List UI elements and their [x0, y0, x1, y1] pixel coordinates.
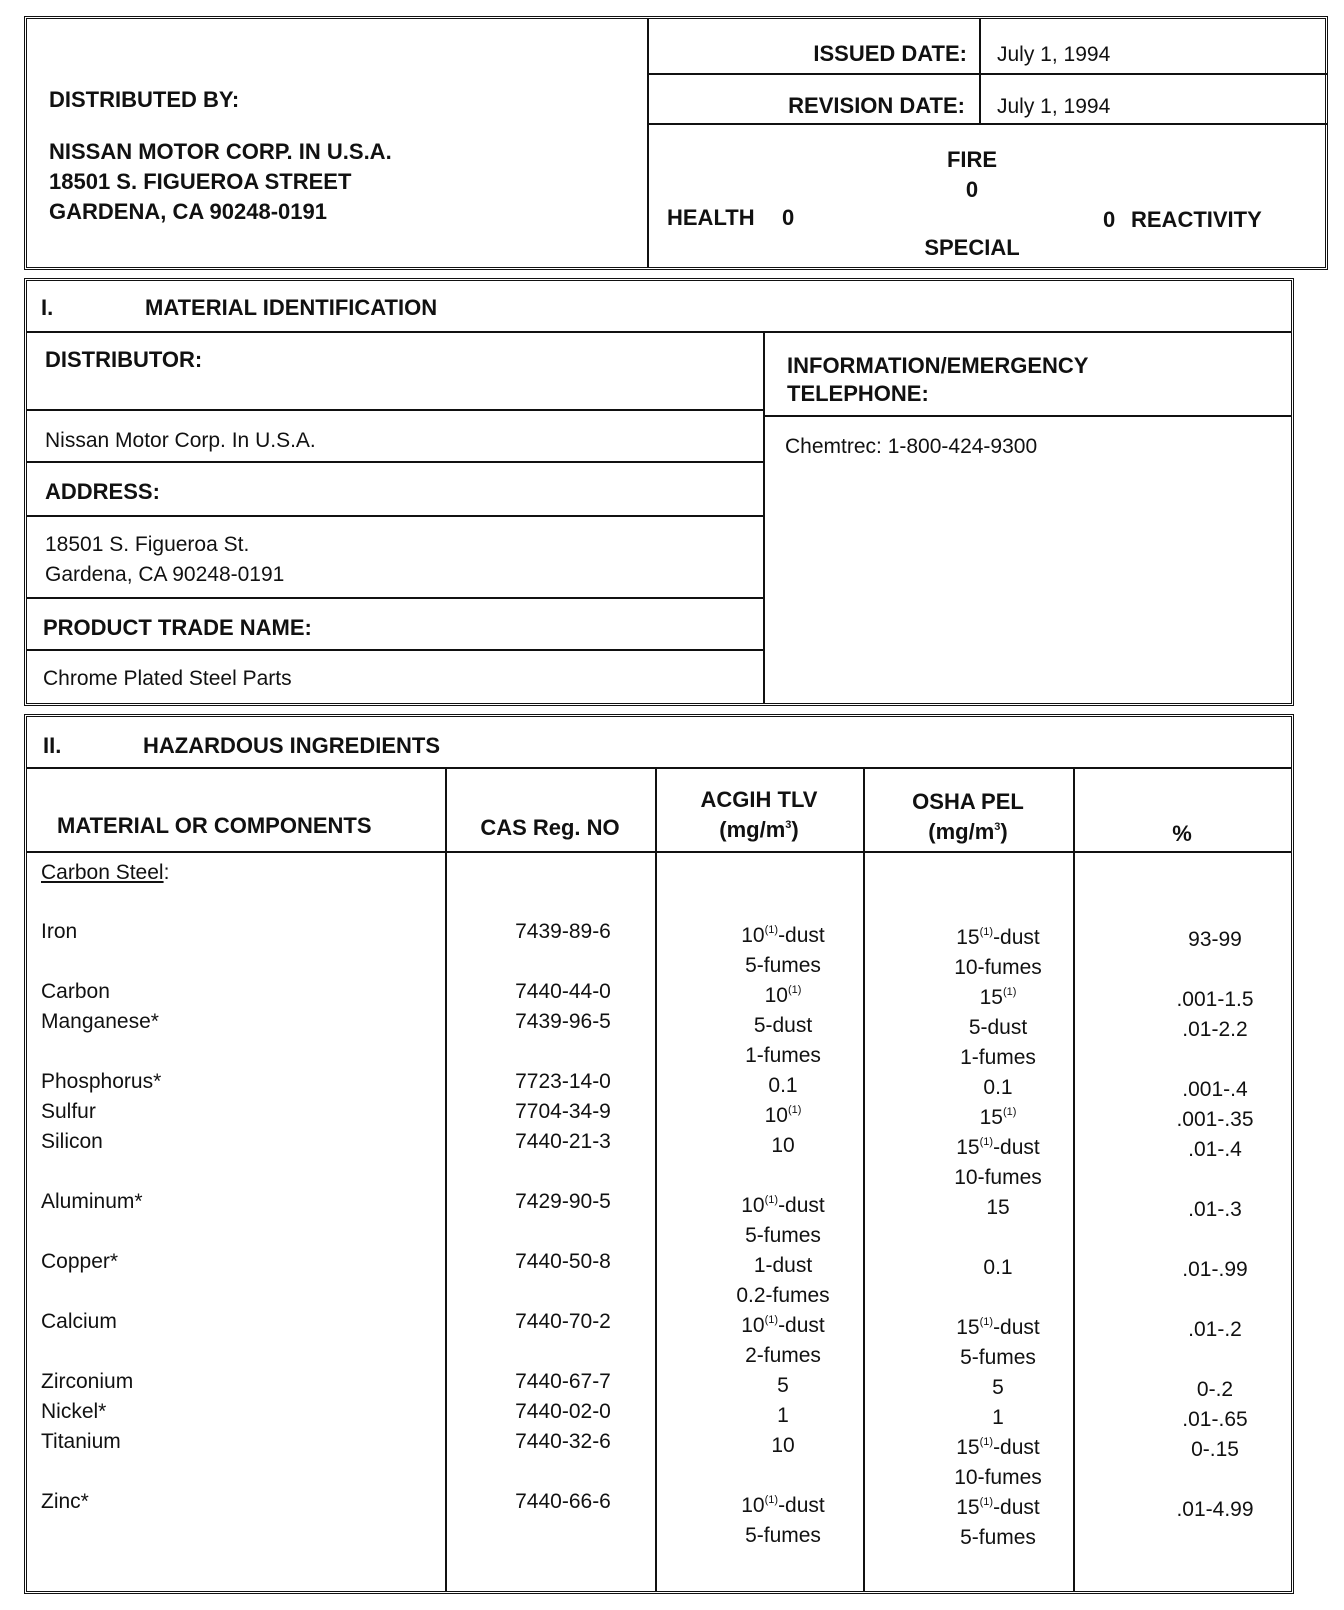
header-box — [24, 16, 1328, 270]
distributor-label: DISTRIBUTOR: — [45, 347, 203, 372]
section2-number: II. — [43, 733, 62, 758]
ingredient-osha-pel: 0.1 — [983, 1256, 1013, 1279]
section1-title: MATERIAL IDENTIFICATION — [145, 295, 438, 320]
ingredient-name: Silicon — [41, 1130, 103, 1153]
issued-date-label: ISSUED DATE: — [813, 41, 967, 66]
distributor-line-2: 18501 S. FIGUEROA STREET — [49, 169, 352, 194]
ingredient-osha-pel: 0.1 — [983, 1076, 1013, 1099]
ingredient-cas: 7704-34-9 — [515, 1100, 611, 1123]
ingredient-percent: .01-.4 — [1188, 1138, 1242, 1161]
special-label: SPECIAL — [924, 235, 1020, 260]
fire-value: 0 — [965, 177, 979, 202]
ingredient-percent: 0-.2 — [1196, 1378, 1234, 1401]
col-header-acgih-unit: $(mg/m^3)$ — [719, 817, 799, 842]
ingredient-acgih-tlv: 10$^{(1)}$-dust 5-fumes — [741, 1494, 825, 1547]
ingredient-cas: 7440-44-0 — [515, 980, 611, 1003]
section-material-identification — [24, 278, 1294, 706]
ingredient-percent: .01-2.2 — [1182, 1018, 1248, 1041]
distributor-line-3: GARDENA, CA 90248-0191 — [49, 199, 327, 224]
health-label: HEALTH — [667, 205, 755, 230]
revision-date-value: July 1, 1994 — [997, 95, 1111, 118]
ingredient-acgih-tlv: 1-dust 0.2-fumes — [736, 1254, 830, 1307]
ingredient-cas: 7440-67-7 — [515, 1370, 611, 1393]
ingredient-percent: 93-99 — [1188, 928, 1242, 951]
revision-date-label: REVISION DATE: — [788, 93, 965, 118]
ingredient-acgih-tlv: 1 — [777, 1404, 789, 1427]
ingredient-osha-pel: 15$^{(1)}$-dust 5-fumes — [956, 1496, 1040, 1549]
section-hazardous-ingredients — [24, 714, 1294, 1594]
ingredient-name: Copper* — [41, 1250, 119, 1273]
ingredient-osha-pel: 1 — [992, 1406, 1004, 1429]
reactivity-label: REACTIVITY — [1131, 207, 1262, 232]
ingredient-percent: .001-.4 — [1182, 1078, 1248, 1101]
section1-rule-d — [27, 597, 763, 599]
ingredient-name: Calcium — [41, 1310, 117, 1333]
ingredient-acgih-tlv: 10$^{(1)}$-dust 5-fumes — [741, 924, 825, 977]
emergency-phone-value: Chemtrec: 1-800-424-9300 — [785, 435, 1038, 458]
distributed-by-label: DISTRIBUTED BY: — [49, 87, 240, 112]
section1-rule-e — [27, 649, 763, 651]
col-divider-3 — [863, 767, 865, 1591]
section2-title: HAZARDOUS INGREDIENTS — [143, 733, 441, 758]
ingredient-osha-pel: 15 — [986, 1196, 1010, 1219]
col-header-osha: OSHA PEL — [912, 789, 1024, 814]
ingredient-percent: .01-.99 — [1182, 1258, 1248, 1281]
ingredient-name: Zirconium — [41, 1370, 134, 1393]
ingredient-osha-pel: 15$^{(1)}$-dust 5-fumes — [956, 1316, 1040, 1369]
ingredient-percent: .01-.3 — [1188, 1198, 1242, 1221]
issued-date-value: July 1, 1994 — [997, 43, 1111, 66]
ingredient-name: Nickel* — [41, 1400, 107, 1423]
ingredient-osha-pel: 15$^{(1)}$-dust 10-fumes — [954, 926, 1042, 979]
health-value: 0 — [782, 205, 795, 230]
col-header-material: MATERIAL OR COMPONENTS — [57, 813, 372, 838]
header-rule-2 — [647, 123, 1327, 125]
section2-title-rule — [27, 767, 1291, 769]
ingredient-name: Aluminum* — [41, 1190, 143, 1213]
ingredient-osha-pel: 15$^{(1)}$-dust 10-fumes — [954, 1136, 1042, 1189]
ingredient-acgih-tlv: 10$^{(1)}$ — [764, 984, 802, 1007]
ingredient-cas: 7429-90-5 — [515, 1190, 611, 1213]
date-divider-1 — [979, 19, 981, 73]
ingredient-acgih-tlv: 5-dust 1-fumes — [745, 1014, 821, 1067]
ingredient-acgih-tlv: 10 — [771, 1134, 795, 1157]
ingredient-name: Titanium — [41, 1430, 121, 1453]
section1-rule-c — [27, 515, 763, 517]
table-header-rule — [27, 851, 1291, 853]
section1-number: I. — [41, 295, 54, 320]
section1-rule-f — [763, 415, 1291, 417]
col-header-cas: CAS Reg. NO — [480, 815, 620, 840]
ingredient-name: Zinc* — [41, 1490, 89, 1513]
ingredient-acgih-tlv: 10$^{(1)}$ — [764, 1104, 802, 1127]
ingredient-cas: 7440-50-8 — [515, 1250, 611, 1273]
fire-label: FIRE — [946, 147, 998, 172]
header-rule-1 — [647, 73, 1327, 75]
date-divider-2 — [979, 73, 981, 123]
col-header-percent: % — [1172, 821, 1192, 846]
col-divider-2 — [655, 767, 657, 1591]
ingredient-cas: 7440-02-0 — [515, 1400, 611, 1423]
distributor-value: Nissan Motor Corp. In U.S.A. — [45, 429, 316, 452]
group-label-carbon-steel: Carbon Steel: — [41, 861, 170, 884]
section1-rule-b — [27, 461, 763, 463]
distributor-line-1: NISSAN MOTOR CORP. IN U.S.A. — [49, 139, 392, 164]
ingredient-acgih-tlv: 10$^{(1)}$-dust 2-fumes — [741, 1314, 825, 1367]
ingredient-cas: 7440-66-6 — [515, 1490, 611, 1513]
ingredient-acgih-tlv: 0.1 — [768, 1074, 798, 1097]
reactivity-value: 0 — [1103, 207, 1116, 232]
ingredient-percent: .001-1.5 — [1176, 988, 1254, 1011]
col-header-acgih: ACGIH TLV — [700, 787, 818, 812]
col-header-osha-unit: $(mg/m^3)$ — [928, 819, 1008, 844]
ingredient-osha-pel: 5-dust 1-fumes — [960, 1016, 1036, 1069]
product-trade-name-value: Chrome Plated Steel Parts — [43, 667, 292, 690]
ingredient-percent: .01-.65 — [1182, 1408, 1248, 1431]
ingredient-cas: 7723-14-0 — [515, 1070, 611, 1093]
ingredient-name: Carbon — [41, 980, 110, 1003]
ingredient-percent: 0-.15 — [1191, 1438, 1239, 1461]
section1-title-rule — [27, 331, 1291, 333]
ingredient-percent: .01-.2 — [1188, 1318, 1242, 1341]
header-divider — [647, 19, 649, 267]
ingredient-osha-pel: 15$^{(1)}$ — [979, 986, 1017, 1009]
ingredient-acgih-tlv: 10$^{(1)}$-dust 5-fumes — [741, 1194, 825, 1247]
section1-rule-a — [27, 409, 763, 411]
ingredient-cas: 7440-32-6 — [515, 1430, 611, 1453]
ingredient-osha-pel: 15$^{(1)}$-dust 10-fumes — [954, 1436, 1042, 1489]
phone-label-line-2: TELEPHONE: — [787, 381, 929, 406]
ingredient-osha-pel: 15$^{(1)}$ — [979, 1106, 1017, 1129]
ingredient-cas: 7439-96-5 — [515, 1010, 611, 1033]
ingredient-cas: 7440-70-2 — [515, 1310, 611, 1333]
ingredient-osha-pel: 5 — [992, 1376, 1004, 1399]
section1-divider — [763, 331, 765, 703]
product-trade-name-label: PRODUCT TRADE NAME: — [43, 615, 312, 640]
ingredient-name: Sulfur — [41, 1100, 96, 1123]
ingredient-name: Manganese* — [41, 1010, 159, 1033]
ingredient-acgih-tlv: 5 — [777, 1374, 789, 1397]
ingredient-name: Iron — [41, 920, 78, 943]
ingredient-percent: .001-.35 — [1176, 1108, 1254, 1131]
col-divider-1 — [445, 767, 447, 1591]
address-line-1: 18501 S. Figueroa St. — [45, 533, 250, 556]
address-line-2: Gardena, CA 90248-0191 — [45, 563, 285, 586]
ingredient-cas: 7439-89-6 — [515, 920, 611, 943]
ingredient-percent: .01-4.99 — [1176, 1498, 1254, 1521]
ingredient-cas: 7440-21-3 — [515, 1130, 611, 1153]
ingredient-name: Phosphorus* — [41, 1070, 162, 1093]
phone-label-line-1: INFORMATION/EMERGENCY — [787, 353, 1089, 378]
ingredient-acgih-tlv: 10 — [771, 1434, 795, 1457]
address-label: ADDRESS: — [45, 479, 160, 504]
